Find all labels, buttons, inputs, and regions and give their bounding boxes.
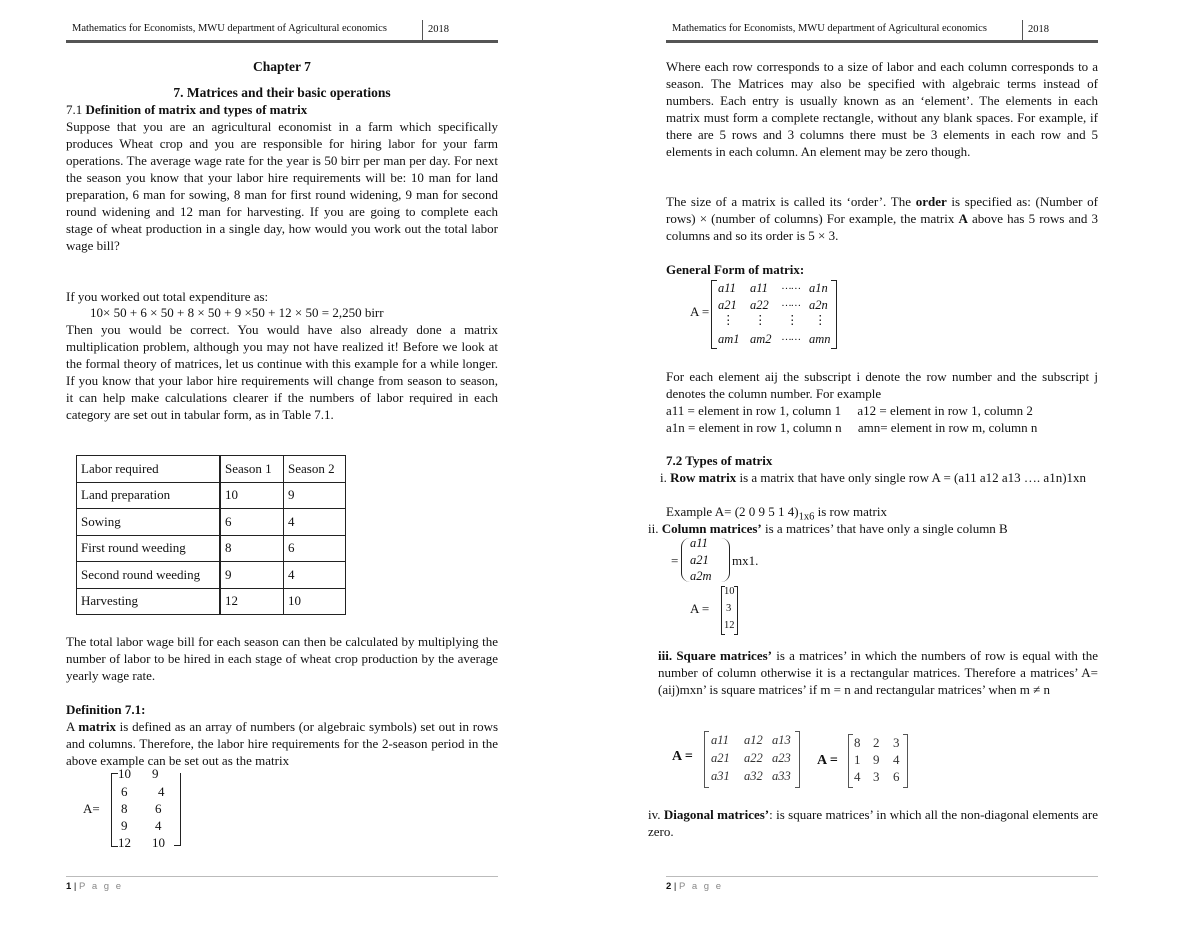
- matrix-cell: 12: [724, 620, 735, 631]
- matrix-cell: 4: [158, 784, 165, 799]
- order-text: is specified as: (Number of rows) × (number of columns) For example, the matrix: [666, 194, 1098, 226]
- column-matrix-term: Column matrices’: [661, 521, 762, 536]
- explanation-paragraph: Then you would be correct. You would have also already done a matrix multiplication problem, although you may not have realized it! Before we look at the formal theory of matrices, let us continue with this example for a while longer. If you know that your labor hire requirements will change from season to season, it can help make calculations clearer if the numbers of labor required in each category are set out in tabular form, as in Table 7.1.: [66, 322, 498, 422]
- square-label-2: A =: [817, 753, 838, 768]
- matrix-cell: a32: [744, 769, 763, 783]
- page-1: [66, 0, 498, 927]
- table-row: [77, 482, 346, 509]
- matrix-cell: ……: [782, 281, 801, 292]
- wage-bill-paragraph: The total labor wage bill for each season can then be calculated by multiplying the number of labor to be hired in each stage of wheat crop production by the average yearly wage rate.: [66, 634, 498, 683]
- matrix-cell: 12: [118, 835, 131, 850]
- definition-title: Definition 7.1:: [66, 702, 146, 717]
- table-header-cell: Season 2: [284, 456, 346, 483]
- intro-paragraph: Suppose that you are an agricultural economist in a farm which specifically produces Wheat crop and you are responsible for hiring labor for your farm operations. The average wage rate for the year is 50 birr per man per day. For next the season you know that your labor hire requirements will be: 10 man for land preparation, 6 man for sowing, 8 man for first round widening, 9 man for second round widening and 12 man for harvesting. If you are going to complete each stage of wheat production in a single day, how would you work out the total labor wage bill?: [66, 119, 498, 253]
- matrix-cell: a23: [772, 751, 791, 765]
- table-row: [77, 588, 346, 615]
- matrix-cell: a11: [718, 281, 736, 295]
- table-cell: 10: [220, 482, 284, 509]
- subscript-paragraph: For each element aij the subscript i denote the row number and the subscript j denotes the column number. For example: [666, 369, 1098, 401]
- matrix-cell: a11: [750, 281, 768, 295]
- table-header-row: [77, 456, 346, 483]
- table-cell: Harvesting: [77, 588, 221, 615]
- matrix-right-bracket: [734, 586, 738, 635]
- order-text: The size of a matrix is called its ‘order’. The: [666, 194, 916, 209]
- matrix-cell: a21: [690, 553, 709, 567]
- table-cell: 4: [284, 509, 346, 536]
- page-footer: 1 | P a g e: [66, 876, 498, 892]
- matrix-right-bracket: [831, 280, 837, 349]
- square-matrix-term: Square matrices’: [676, 648, 772, 663]
- square-label-1: A =: [672, 749, 693, 764]
- expenditure-formula: 10× 50 + 6 × 50 + 8 × 50 + 9 ×50 + 12 × 50 = 2,250 birr: [90, 305, 384, 320]
- column-example-label: A =: [690, 601, 710, 616]
- matrix-left-bracket: [111, 773, 118, 847]
- matrix-cell: ……: [782, 298, 801, 309]
- order-term: order: [915, 194, 947, 209]
- table-cell: 6: [284, 535, 346, 562]
- matrix-cell: a13: [772, 733, 791, 747]
- matrix-right-bracket: [795, 731, 800, 788]
- matrix-cell: 10: [118, 766, 131, 781]
- row-example-tail: is row matrix: [814, 504, 887, 519]
- table-cell: 9: [284, 482, 346, 509]
- matrix-cell: ⋮: [814, 313, 827, 327]
- matrix-cell: 4: [854, 769, 861, 784]
- matrix-cell: a22: [750, 298, 769, 312]
- definition-text: A: [66, 719, 79, 734]
- square-matrix-text: is a matrices’ in which the numbers of row is equal with the number of column otherwise it is a rectangular matrices. Therefore a matrices’ A=(aij)mxn’ is square matrices’ if m = n and rectangular matrices’ when m ≠ n: [658, 648, 1098, 697]
- matrix-right-paren: [721, 538, 730, 582]
- matrix-cell: 9: [121, 818, 128, 833]
- matrix-cell: 2: [873, 735, 880, 750]
- matrix-cell: 1: [854, 752, 861, 767]
- page-word: P a g e: [79, 881, 123, 892]
- column-matrix-text: is a matrices’ that have only a single column B: [761, 521, 1008, 536]
- matrix-cell: am1: [718, 332, 740, 346]
- order-paragraph: [666, 193, 1098, 244]
- table-cell: 10: [284, 588, 346, 615]
- general-form-title: General Form of matrix:: [666, 262, 805, 277]
- column-size: mx1.: [732, 553, 759, 568]
- matrix-cell: a31: [711, 769, 730, 783]
- definition-text: is defined as an array of numbers (or algebraic symbols) set out in rows and columns. Therefore, the labor hire requirements for the 2-season period in the above example can be set out as the matrix: [66, 719, 499, 768]
- header-text: Mathematics for Economists, MWU department of Agricultural economics: [672, 23, 987, 34]
- matrix-cell: a1n: [809, 281, 828, 295]
- matrix-cell: 3: [873, 769, 880, 784]
- matrix-cell: 4: [155, 818, 162, 833]
- matrix-cell: 4: [893, 752, 900, 767]
- matrix-cell: a21: [718, 298, 737, 312]
- matrix-name: A: [958, 211, 968, 226]
- matrix-left-bracket: [848, 734, 853, 788]
- row-example-size: 1x6: [798, 511, 815, 523]
- row-matrix-item: [660, 469, 1098, 486]
- table-cell: Land preparation: [77, 482, 221, 509]
- order-text: above has 5 rows and 3 columns and so its order is 5 × 3.: [666, 211, 1098, 243]
- matrix-cell: 8: [854, 735, 861, 750]
- table-header-cell: Labor required: [77, 456, 221, 483]
- matrix-cell: a21: [711, 751, 730, 765]
- table-cell: 4: [284, 562, 346, 589]
- matrix-cell: 6: [893, 769, 900, 784]
- element-example-2: a1n = element in row 1, column n amn= element in row m, column n: [666, 420, 1038, 435]
- row-matrix-text: is a matrix that have only single row A = (a11 a12 a13 …. a1n)1xn: [736, 470, 1087, 485]
- matrix-cell: ⋮: [786, 313, 799, 327]
- page-footer: 2 | P a g e: [666, 876, 1098, 892]
- page-2: [648, 0, 1098, 927]
- table-header-cell: Season 1: [220, 456, 284, 483]
- labor-table: [76, 455, 346, 615]
- table-row: [77, 535, 346, 562]
- matrix-right-bracket: [903, 734, 908, 788]
- diagonal-matrix-item: [648, 806, 1098, 840]
- column-matrix-item: [648, 520, 1098, 537]
- element-example-1: a11 = element in row 1, column 1 a12 = element in row 1, column 2: [666, 403, 1033, 418]
- column-eq: =: [671, 553, 679, 568]
- table-cell: First round weeding: [77, 535, 221, 562]
- table-row: [77, 562, 346, 589]
- list-number: ii.: [648, 521, 659, 536]
- diagonal-matrix-text: : is square matrices’ in which all the non-diagonal elements are zero.: [648, 807, 1098, 839]
- matrix-cell: 3: [726, 603, 732, 614]
- matrix-cell: a33: [772, 769, 791, 783]
- matrix-cell: ⋮: [754, 313, 767, 327]
- expenditure-lead: If you worked out total expenditure as:: [66, 289, 269, 304]
- matrix-cell: 6: [155, 801, 162, 816]
- matrix-cell: 8: [121, 801, 128, 816]
- matrix-cell: 3: [893, 735, 900, 750]
- section-title: 7. Matrices and their basic operations: [173, 85, 391, 100]
- square-matrix-item: [658, 647, 1098, 698]
- matrix-label: A=: [83, 801, 100, 816]
- table-cell: 9: [220, 562, 284, 589]
- list-number: iv.: [648, 807, 661, 822]
- matrix-left-bracket: [711, 280, 717, 349]
- matrix-cell: a22: [744, 751, 763, 765]
- page-number: 1: [66, 881, 72, 892]
- page-word: P a g e: [679, 881, 723, 892]
- table-cell: 6: [220, 509, 284, 536]
- table-cell: Second round weeding: [77, 562, 221, 589]
- general-matrix-label: A =: [690, 304, 710, 319]
- matrix-cell: a12: [744, 733, 763, 747]
- page-header: [66, 20, 498, 43]
- subsection-number: 7.1: [66, 102, 83, 117]
- subsection-title: Definition of matrix and types of matrix: [85, 102, 308, 117]
- matrix-cell: 9: [873, 752, 880, 767]
- matrix-cell: ……: [782, 332, 801, 343]
- matrix-cell: a11: [690, 536, 708, 550]
- list-number: i.: [660, 470, 667, 485]
- matrix-cell: ⋮: [722, 313, 735, 327]
- matrix-cell: 10: [724, 586, 735, 597]
- definition-paragraph: [66, 718, 498, 769]
- matrix-cell: am2: [750, 332, 772, 346]
- matrix-cell: a2n: [809, 298, 828, 312]
- definition-term: matrix: [78, 719, 116, 734]
- table-cell: Sowing: [77, 509, 221, 536]
- types-title: 7.2 Types of matrix: [666, 453, 773, 468]
- matrix-cell: amn: [809, 332, 831, 346]
- diagonal-matrix-term: Diagonal matrices’: [663, 807, 770, 822]
- table-cell: 12: [220, 588, 284, 615]
- matrix-right-bracket: [174, 773, 181, 846]
- table-cell: 8: [220, 535, 284, 562]
- matrix-cell: 6: [121, 784, 128, 799]
- chapter-title: Chapter 7: [253, 59, 311, 74]
- subsection-heading: [66, 101, 498, 118]
- header-text: Mathematics for Economists, MWU department of Agricultural economics: [72, 23, 387, 34]
- elements-paragraph: Where each row corresponds to a size of labor and each column corresponds to a season. The Matrices may also be specified with algebraic terms instead of numbers. Each entry is usually known as an ‘element’. The elements in each matrix must form a complete rectangle, without any blank spaces. For example, if there are 5 rows and 3 columns there must be 3 elements in each row and 5 elements in each column. An element may be zero though.: [666, 59, 1098, 159]
- list-number: iii.: [658, 648, 673, 663]
- matrix-left-paren: [681, 538, 690, 582]
- table-row: [77, 509, 346, 536]
- header-year: 2018: [1022, 20, 1049, 40]
- matrix-cell: a2m: [690, 569, 712, 583]
- header-year: 2018: [422, 20, 449, 40]
- page-number: 2: [666, 881, 672, 892]
- matrix-cell: a11: [711, 733, 729, 747]
- matrix-cell: 9: [152, 766, 159, 781]
- row-matrix-term: Row matrix: [670, 470, 737, 485]
- row-example-text: Example A= (2 0 9 5 1 4): [666, 504, 799, 519]
- matrix-left-bracket: [704, 731, 709, 788]
- page-header: [666, 20, 1098, 43]
- matrix-cell: 10: [152, 835, 165, 850]
